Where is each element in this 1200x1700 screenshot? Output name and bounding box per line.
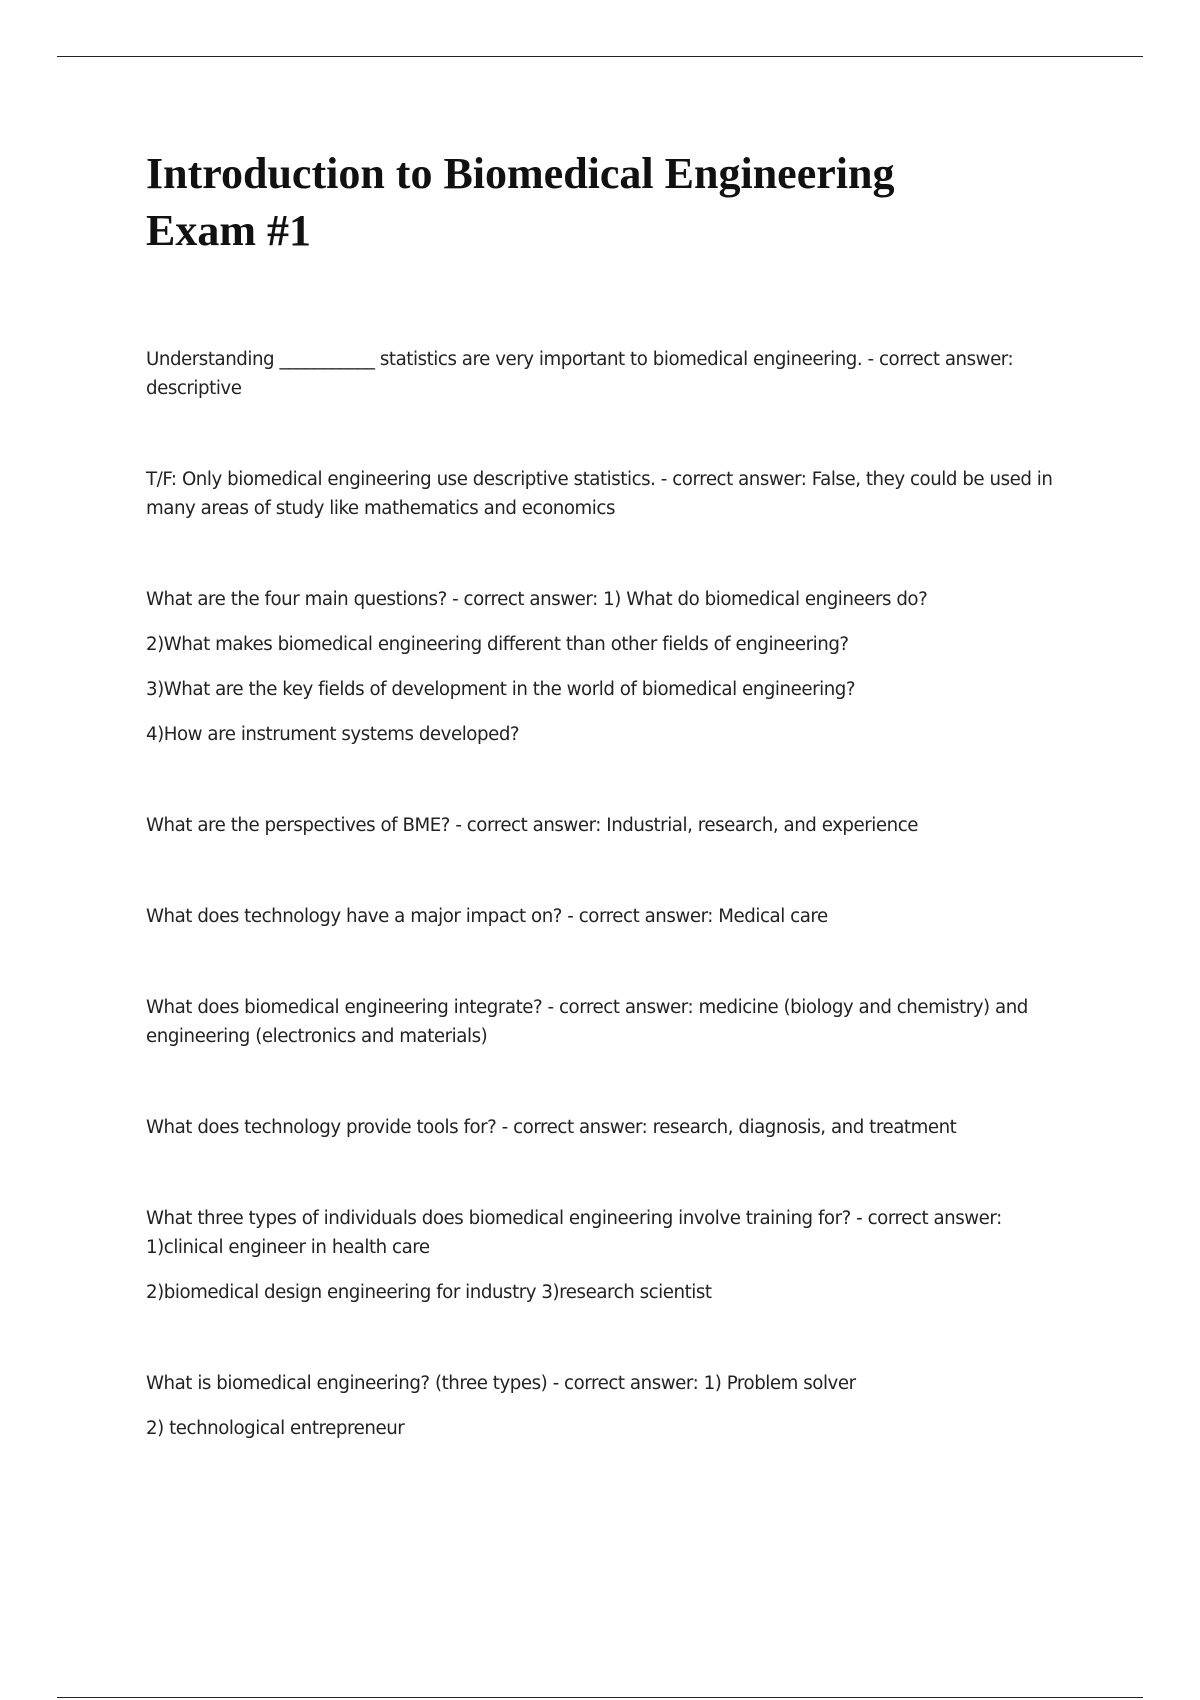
- qa-item: [146, 811, 1096, 840]
- qa-text: many areas of study like mathematics and economics: [146, 498, 615, 519]
- qa-text: Understanding ___________ statistics are very important to biomedical engineering. - correct answer:: [146, 349, 1014, 370]
- qa-text: What does technology provide tools for? - correct answer: research, diagnosis, and treatment: [146, 1117, 957, 1138]
- qa-item: [146, 585, 1096, 749]
- qa-item: [146, 1113, 1096, 1142]
- qa-text: What are the four main questions? - correct answer: 1) What do biomedical engineers do?: [146, 589, 928, 610]
- qa-text: engineering (electronics and materials): [146, 1026, 488, 1047]
- qa-text: 2)biomedical design engineering for industry 3)research scientist: [146, 1282, 712, 1303]
- qa-text: 1)clinical engineer in health care: [146, 1237, 430, 1258]
- qa-text: What is biomedical engineering? (three types) - correct answer: 1) Problem solver: [146, 1373, 856, 1394]
- qa-text: descriptive: [146, 378, 242, 399]
- qa-text: What three types of individuals does biomedical engineering involve training for? - correct answer:: [146, 1208, 1002, 1229]
- title-line-2: Exam #1: [146, 206, 311, 255]
- qa-text: T/F: Only biomedical engineering use descriptive statistics. - correct answer: False, they could be used in: [146, 469, 1053, 490]
- qa-text: What does biomedical engineering integrate? - correct answer: medicine (biology and chemistry) and: [146, 997, 1028, 1018]
- qa-item: [146, 465, 1096, 523]
- qa-item: [146, 345, 1096, 403]
- document-title: [146, 145, 1096, 259]
- qa-list: [146, 345, 1096, 1443]
- top-rule: [57, 56, 1143, 57]
- qa-item: [146, 902, 1096, 931]
- qa-text: 3)What are the key fields of development in the world of biomedical engineering?: [146, 679, 856, 700]
- qa-text: 2) technological entrepreneur: [146, 1418, 405, 1439]
- qa-text: What does technology have a major impact on? - correct answer: Medical care: [146, 906, 828, 927]
- qa-text: What are the perspectives of BME? - correct answer: Industrial, research, and experience: [146, 815, 919, 836]
- title-line-1: Introduction to Biomedical Engineering: [146, 149, 895, 198]
- document-body: [146, 145, 1096, 1505]
- qa-item: [146, 993, 1096, 1051]
- qa-text: 4)How are instrument systems developed?: [146, 724, 520, 745]
- bottom-rule: [57, 1697, 1143, 1698]
- qa-text: 2)What makes biomedical engineering different than other fields of engineering?: [146, 634, 849, 655]
- qa-item: [146, 1369, 1096, 1443]
- qa-item: [146, 1204, 1096, 1307]
